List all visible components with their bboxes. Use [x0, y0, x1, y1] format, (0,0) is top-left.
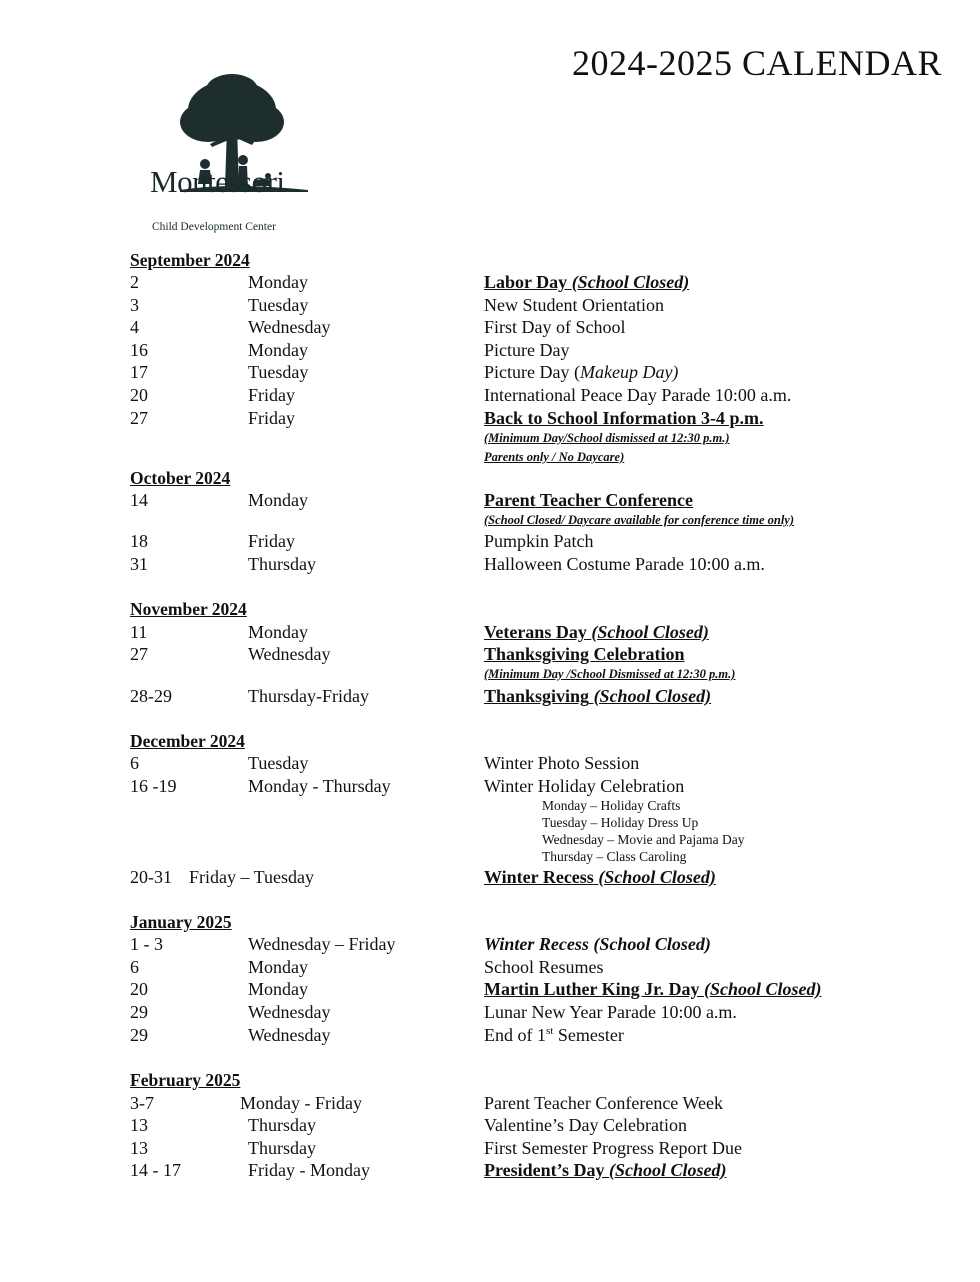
- event-date: 13: [130, 1115, 148, 1135]
- event-day: Monday - Friday: [240, 1093, 362, 1113]
- event-date: 6: [130, 753, 139, 773]
- event-title: Lunar New Year Parade 10:00 a.m.: [484, 1002, 737, 1022]
- event-title: Picture Day: [484, 340, 570, 360]
- event-date: 2: [130, 272, 139, 292]
- event-date: 20-31: [130, 867, 172, 887]
- event-day: Friday: [248, 385, 295, 405]
- event-note: Parents only / No Daycare): [484, 450, 625, 464]
- event-date: 3-7: [130, 1093, 154, 1113]
- event-title: President’s Day (School Closed): [484, 1160, 727, 1180]
- event-date: 1 - 3: [130, 934, 163, 954]
- event-title: Parent Teacher Conference: [484, 490, 693, 510]
- month-heading-september: September 2024: [130, 250, 250, 270]
- event-day: Wednesday: [248, 644, 331, 664]
- event-title: International Peace Day Parade 10:00 a.m.: [484, 385, 792, 405]
- event-day: Monday: [248, 340, 308, 360]
- celebration-subitem: Thursday – Class Caroling: [542, 849, 687, 864]
- event-day: Monday: [248, 979, 308, 999]
- event-date: 14 - 17: [130, 1160, 181, 1180]
- event-day: Monday: [248, 622, 308, 642]
- logo-subtitle: Child Development Center: [152, 221, 276, 233]
- event-day: Thursday-Friday: [248, 686, 369, 706]
- event-title: First Semester Progress Report Due: [484, 1138, 742, 1158]
- event-date: 16: [130, 340, 148, 360]
- event-title: Picture Day (Makeup Day): [484, 362, 679, 382]
- month-heading-february: February 2025: [130, 1070, 241, 1090]
- event-title: First Day of School: [484, 317, 626, 337]
- event-day: Tuesday: [248, 753, 309, 773]
- event-note: (School Closed/ Daycare available for conference time only): [484, 513, 795, 527]
- event-day: Wednesday: [248, 1025, 331, 1045]
- event-day: Thursday: [248, 1138, 316, 1158]
- event-title: Martin Luther King Jr. Day (School Closed): [484, 979, 822, 999]
- event-title: Winter Recess (School Closed): [484, 867, 716, 887]
- event-day: Friday – Tuesday: [189, 867, 315, 887]
- event-title: Halloween Costume Parade 10:00 a.m.: [484, 554, 765, 574]
- event-date: 3: [130, 295, 139, 315]
- event-date: 27: [130, 408, 148, 428]
- event-title: Winter Photo Session: [484, 753, 640, 773]
- event-note: (Minimum Day /School Dismissed at 12:30 p.m.): [484, 667, 736, 681]
- event-title: Thanksgiving Celebration: [484, 644, 685, 664]
- event-day: Friday: [248, 408, 295, 428]
- calendar-title: 2024-2025 CALENDAR: [572, 43, 942, 83]
- celebration-subitem: Monday – Holiday Crafts: [542, 798, 681, 813]
- event-day: Tuesday: [248, 295, 309, 315]
- event-day: Friday - Monday: [248, 1160, 370, 1180]
- event-title: Veterans Day (School Closed): [484, 622, 709, 642]
- event-note: (Minimum Day/School dismissed at 12:30 p.m.): [484, 431, 730, 445]
- event-date: 17: [130, 362, 148, 382]
- event-date: 14: [130, 490, 148, 510]
- month-heading-january: January 2025: [130, 912, 232, 932]
- event-date: 31: [130, 554, 148, 574]
- logo-name: Montessori: [150, 164, 285, 199]
- event-date: 29: [130, 1002, 148, 1022]
- event-date: 16 -19: [130, 776, 177, 796]
- school-logo: [150, 72, 310, 238]
- month-heading-november: November 2024: [130, 599, 247, 619]
- event-day: Thursday: [248, 1115, 316, 1135]
- celebration-subitem: Wednesday – Movie and Pajama Day: [542, 832, 745, 847]
- event-day: Wednesday: [248, 317, 331, 337]
- event-title: Winter Recess (School Closed): [484, 934, 711, 954]
- event-date: 6: [130, 957, 139, 977]
- event-date: 18: [130, 531, 148, 551]
- event-day: Wednesday: [248, 1002, 331, 1022]
- event-date: 29: [130, 1025, 148, 1045]
- event-day: Monday: [248, 490, 308, 510]
- event-title: End of 1st Semester: [484, 1025, 624, 1045]
- event-title: Pumpkin Patch: [484, 531, 594, 551]
- event-title: Parent Teacher Conference Week: [484, 1093, 724, 1113]
- month-heading-october: October 2024: [130, 468, 231, 488]
- event-title: Labor Day (School Closed): [484, 272, 690, 292]
- event-day: Monday - Thursday: [248, 776, 391, 796]
- event-date: 20: [130, 385, 148, 405]
- celebration-subitem: Tuesday – Holiday Dress Up: [542, 815, 699, 830]
- event-date: 28-29: [130, 686, 172, 706]
- event-day: Thursday: [248, 554, 316, 574]
- event-date: 20: [130, 979, 148, 999]
- event-day: Tuesday: [248, 362, 309, 382]
- month-heading-december: December 2024: [130, 731, 245, 751]
- event-title: School Resumes: [484, 957, 604, 977]
- event-title: Valentine’s Day Celebration: [484, 1115, 687, 1135]
- event-date: 13: [130, 1138, 148, 1158]
- event-date: 27: [130, 644, 148, 664]
- event-title: Winter Holiday Celebration: [484, 776, 685, 796]
- event-day: Wednesday – Friday: [248, 934, 396, 954]
- event-title: Thanksgiving (School Closed): [484, 686, 712, 706]
- event-day: Monday: [248, 272, 308, 292]
- event-title: New Student Orientation: [484, 295, 664, 315]
- event-day: Friday: [248, 531, 295, 551]
- event-date: 11: [130, 622, 148, 642]
- event-title: Back to School Information 3-4 p.m.: [484, 408, 764, 428]
- event-day: Monday: [248, 957, 308, 977]
- event-date: 4: [130, 317, 139, 337]
